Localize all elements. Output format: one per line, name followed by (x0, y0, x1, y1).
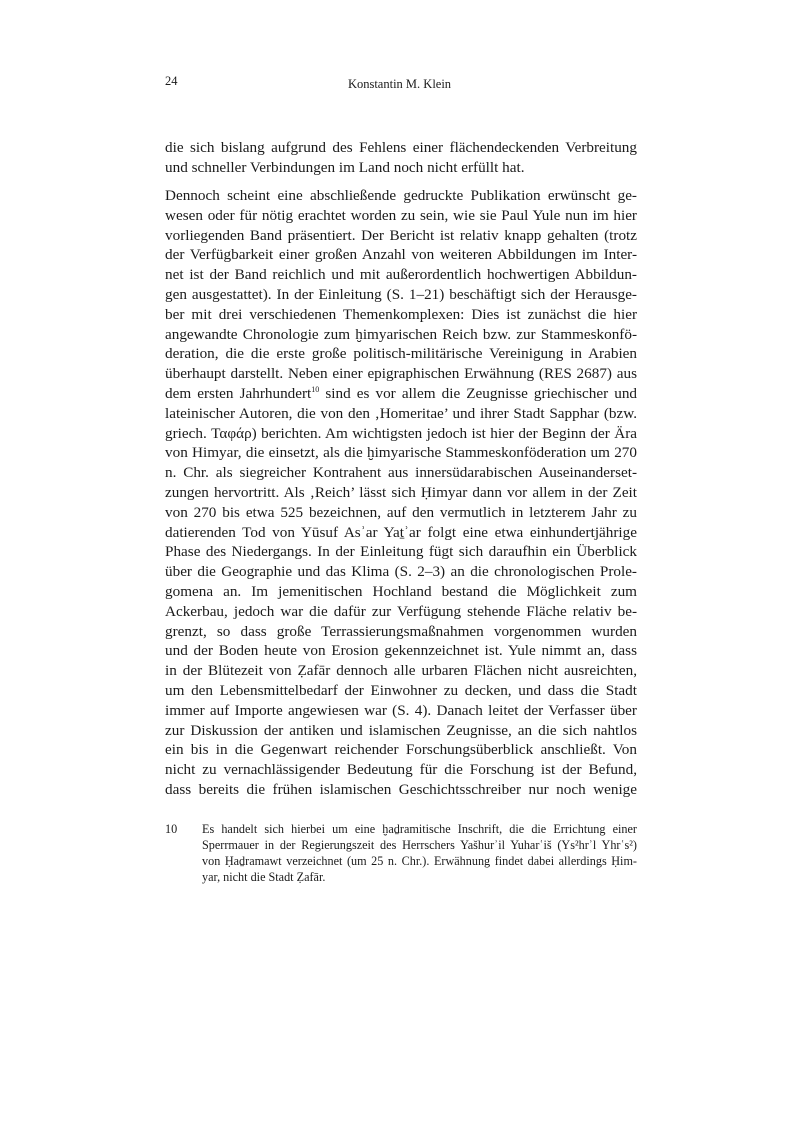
text-line: n. Chr. als siegreicher Kontrahent aus innersüdarabischen Auseinanderset- (165, 464, 637, 482)
text-line: über die Geographie und das Klima (S. 2–3) an die chronologischen Prole- (165, 563, 637, 581)
footnote-number: 10 (165, 822, 178, 836)
text-line (165, 384, 637, 404)
footnote-line: Sperrmauer in der Regierungszeit des Herrschers Yašhurʾil Yuharʿiš (Ys²hrʾl Yhrʿs²) (202, 838, 637, 852)
text-line: immer auf Importe angewiesen war (S. 4). Danach leitet der Verfasser über (165, 701, 637, 719)
page-number: 24 (165, 74, 178, 88)
text-line: angewandte Chronologie zum ḫimyarischen Reich bzw. zur Stammeskonfö- (165, 325, 637, 343)
text-line: net ist der Band reichlich und mit außerordentlich hochwertigen Abbildun- (165, 266, 637, 284)
text-line: wesen oder für nötig erachtet worden zu sein, wie sie Paul Yule nun im hier (165, 206, 637, 224)
footnote-line: Es handelt sich hierbei um eine ḫaḏramitische Inschrift, die die Errichtung einer (202, 822, 637, 836)
running-head: Konstantin M. Klein (347, 77, 452, 91)
text-line: Dennoch scheint eine abschließende gedruckte Publikation erwünscht ge- (165, 187, 637, 204)
text-line: um den Lebensmittelbedarf der Einwohner zu decken, und dass die Stadt (165, 681, 637, 699)
text-line: griech. Ταφάρ) berichten. Am wichtigsten jedoch ist hier der Beginn der Ära (165, 424, 637, 442)
text-line: Phase des Niedergangs. In der Einleitung fügt sich daraufhin ein Überblick (165, 543, 637, 561)
text-line: gen ausgestattet). In der Einleitung (S. 1–21) beschäftigt sich der Herausge- (165, 285, 637, 303)
text-line: grenzt, so dass große Terrassierungsmaßnahmen vorgenommen wurden (165, 622, 637, 640)
text-line: ein bis in die Gegenwart reichender Forschungsüberblick anschließt. Von (165, 741, 637, 759)
text-segment: dem ersten Jahrhundert (165, 384, 312, 402)
text-line: ber mit drei verschiedenen Themenkomplexen: Dies ist zunächst die hier (165, 305, 637, 323)
footnote-line: yar, nicht die Stadt Ẓafār. (202, 870, 326, 884)
footnote-line: von Ḥaḏramawt verzeichnet (um 25 n. Chr.). Erwähnung findet dabei allerdings Ḥim- (202, 854, 637, 868)
paragraph-2 (165, 186, 637, 800)
text-line: überhaupt darstellt. Neben einer epigraphischen Erwähnung (RES 2687) aus (165, 365, 637, 383)
text-line: datierenden Tod von Yūsuf Asʾar Yaṯʾar folgt eine etwa einhundertjährige (165, 523, 637, 541)
text-line: gomena an. Im jemenitischen Hochland bestand die Möglichkeit zum (165, 582, 637, 600)
text-line: vorliegenden Band präsentiert. Der Bericht ist relativ knapp gehalten (trotz (165, 226, 637, 244)
text-line: in der Blütezeit von Ẓafār dennoch alle urbaren Flächen nicht ausreichten, (165, 662, 637, 680)
text-line: der Verfügbarkeit einer großen Anzahl von weiteren Abbildungen im Inter- (165, 246, 637, 264)
text-line: deration, die die erste große politisch-militärische Vereinigung in Arabien (165, 345, 637, 363)
footnote-marker: 10 (311, 384, 320, 394)
text-line: und schneller Verbindungen im Land noch nicht erfüllt hat. (165, 158, 525, 176)
text-line: zur Diskussion der antiken und islamischen Zeugnisse, an die sich nahtlos (165, 721, 637, 739)
text-line: lateinischer Autoren, die von den ‚Homeritae’ und ihrer Stadt Sapphar (bzw. (165, 404, 637, 422)
text-line: Ackerbau, jedoch war die dafür zur Verfügung stehende Fläche relativ be- (165, 602, 637, 620)
text-line: zungen hervortritt. Als ‚Reich’ lässt sich Ḥimyar dann vor allem in der Zeit (165, 483, 637, 501)
text-line: dass bereits die frühen islamischen Geschichtsschreiber nur noch wenige (165, 780, 637, 798)
footnote-text (202, 821, 637, 885)
text-line: von 270 bis etwa 525 bezeichnen, auf den vermutlich in letzterem Jahr zu (165, 503, 637, 521)
text-line: nicht zu vernachlässigender Bedeutung für die Forschung ist der Befund, (165, 761, 637, 779)
paragraph-1 (165, 138, 637, 178)
text-line: die sich bislang aufgrund des Fehlens einer flächendeckenden Verbreitung (165, 139, 637, 156)
text-line: und der Boden heute von Erosion gekennzeichnet ist. Yule nimmt an, dass (165, 642, 637, 660)
text-segment: sind es vor allem die Zeugnisse griechischer und (319, 384, 638, 402)
text-line: von Himyar, die einsetzt, als die ḫimyarische Stammeskonföderation um 270 (165, 444, 637, 462)
